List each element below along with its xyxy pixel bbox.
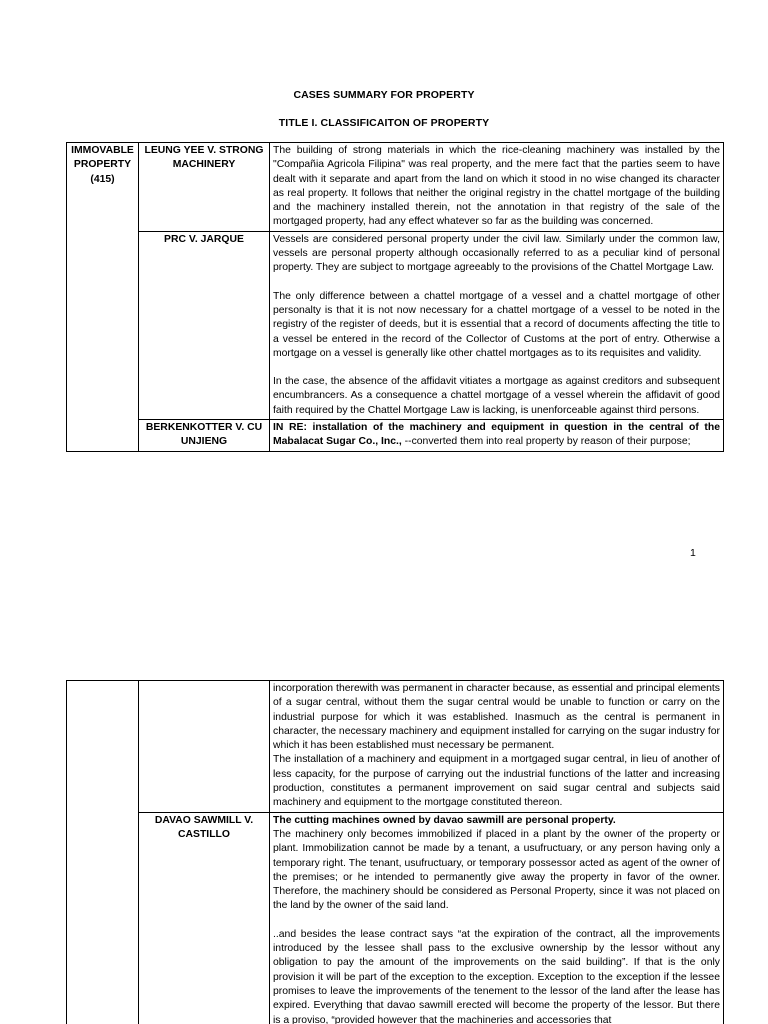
summary-text: --converted them into real property by reason of their purpose; [401,436,691,448]
table-row [67,812,724,1024]
page-number: 1 [690,547,696,559]
case-name-empty [139,681,270,813]
category-cell: IMMOVABLE PROPERTY (415) [67,143,139,452]
summary-paragraph [273,421,720,450]
summary-bold-lead: IN RE: installation of the machinery and equipment in question in the central of the Mabalacat Sugar Co., Inc., [273,422,720,448]
case-name-davao-sawmill: DAVAO SAWMILL V. CASTILLO [139,812,270,1024]
case-name-berkenkotter: BERKENKOTTER V. CU UNJIENG [139,420,270,452]
case-name-leung-yee: LEUNG YEE V. STRONG MACHINERY [139,143,270,232]
summary-bold-lead: The cutting machines owned by davao sawmill are personal property. [273,814,616,826]
document-title: CASES SUMMARY FOR PROPERTY [293,89,475,101]
case-summary-berkenkotter [270,420,724,452]
case-summary-leung-yee [270,143,724,232]
document-subtitle: TITLE I. CLASSIFICAITON OF PROPERTY [278,117,490,129]
table-row [67,143,724,232]
summary-paragraph: The only difference between a chattel mortgage of a vessel and a chattel mortgage of other personalty is that it is not now necessary for a chattel mortgage of a vessel to be noted in the registry of the register of deeds, but it is essential that a record of documents affecting the title to a vessel be entered in the record of the Collector of Customs at the port of entry. Otherwise a mortgage on a vessel is generally like other chattel mortgages as to its requisites and validity. [273,290,720,359]
summary-paragraph: The machinery only becomes immobilized if placed in a plant by the owner of the property or plant. Immobilization cannot be made by a tenant, a usufructuary, or any person having only a temporary right. The tenant, usufructuary, or temporary possessor acted as agent of the owner of the premises; or he intended to permanently give away the property in favor of the owner. Therefore, the machinery should be considered as Personal Property, since it was not placed on the land by the owner of the said land. [273,828,720,912]
summary-paragraph: Vessels are considered personal property under the civil law. Similarly under the common law, vessels are personal property although occasionally referred to as a peculiar kind of personal property. They are subject to mortgage agreeably to the provisions of the Chattel Mortgage Law. [273,233,720,274]
table-row [67,420,724,452]
case-summary-davao-sawmill [270,812,724,1024]
cases-table [66,142,724,452]
case-summary-berkenkotter-continued [270,681,724,813]
document-page-2 [0,650,768,1024]
table-row [67,681,724,813]
summary-paragraph: ..and besides the lease contract says “at the expiration of the contract, all the improvements introduced by the lessee shall pass to the exclusive ownership by the lessor without any obligation to pay the amount of the improvements on the said building”. If that is the only provision it will be part of the exception to the exception. Exception to the exception if the lessee promises to leave the improvements of the tenement to the lessor of the land after the lease has expired. Everything that davao sawmill erected will become the property of the lessor. But there is a proviso, “provided however that the machineries and accessories that [273,928,720,1024]
summary-paragraph: incorporation therewith was permanent in character because, as essential and principal elements of a sugar central, without them the sugar central would be unable to function or carry on the industrial purpose for which it was established. Inasmuch as the central is permanent in character, the necessary machinery and equipment installed for carrying on the sugar industry for which it has been established must necessary be permanent. [273,683,720,752]
cases-table-continued [66,680,724,1024]
category-cell-empty [67,681,139,1024]
case-name-prc-jarque: PRC V. JARQUE [139,231,270,419]
case-summary-prc-jarque [270,231,724,419]
summary-paragraph: The building of strong materials in which the rice-cleaning machinery was installed by the "Compañia Agricola Filipina" was real property, and the mere fact that the parties seem to have dealt with it separate and apart from the land on which it stood in no wise changed its character as real property. It follows that neither the original registry in the chattel mortgage of the building and the machinery installed therein, not the annotation in that registry of the sale of the mortgaged property, had any effect whatever so far as the building was concerned. [273,145,720,228]
summary-paragraph: In the case, the absence of the affidavit vitiates a mortgage as against creditors and subsequent encumbrancers. As a consequence a chattel mortgage of a vessel wherein the affidavit of good faith required by the Chattel Mortgage Law is lacking, is unenforceable against third persons. [273,376,720,416]
page-gap [0,590,768,650]
summary-paragraph: The installation of a machinery and equipment in a mortgaged sugar central, in lieu of another of less capacity, for the purpose of carrying out the industrial functions of the latter and increasing production, constitutes a permanent improvement on said sugar central and subjects said machinery and equipment to the mortgage constituted thereon. [273,754,720,809]
table-row [67,231,724,419]
